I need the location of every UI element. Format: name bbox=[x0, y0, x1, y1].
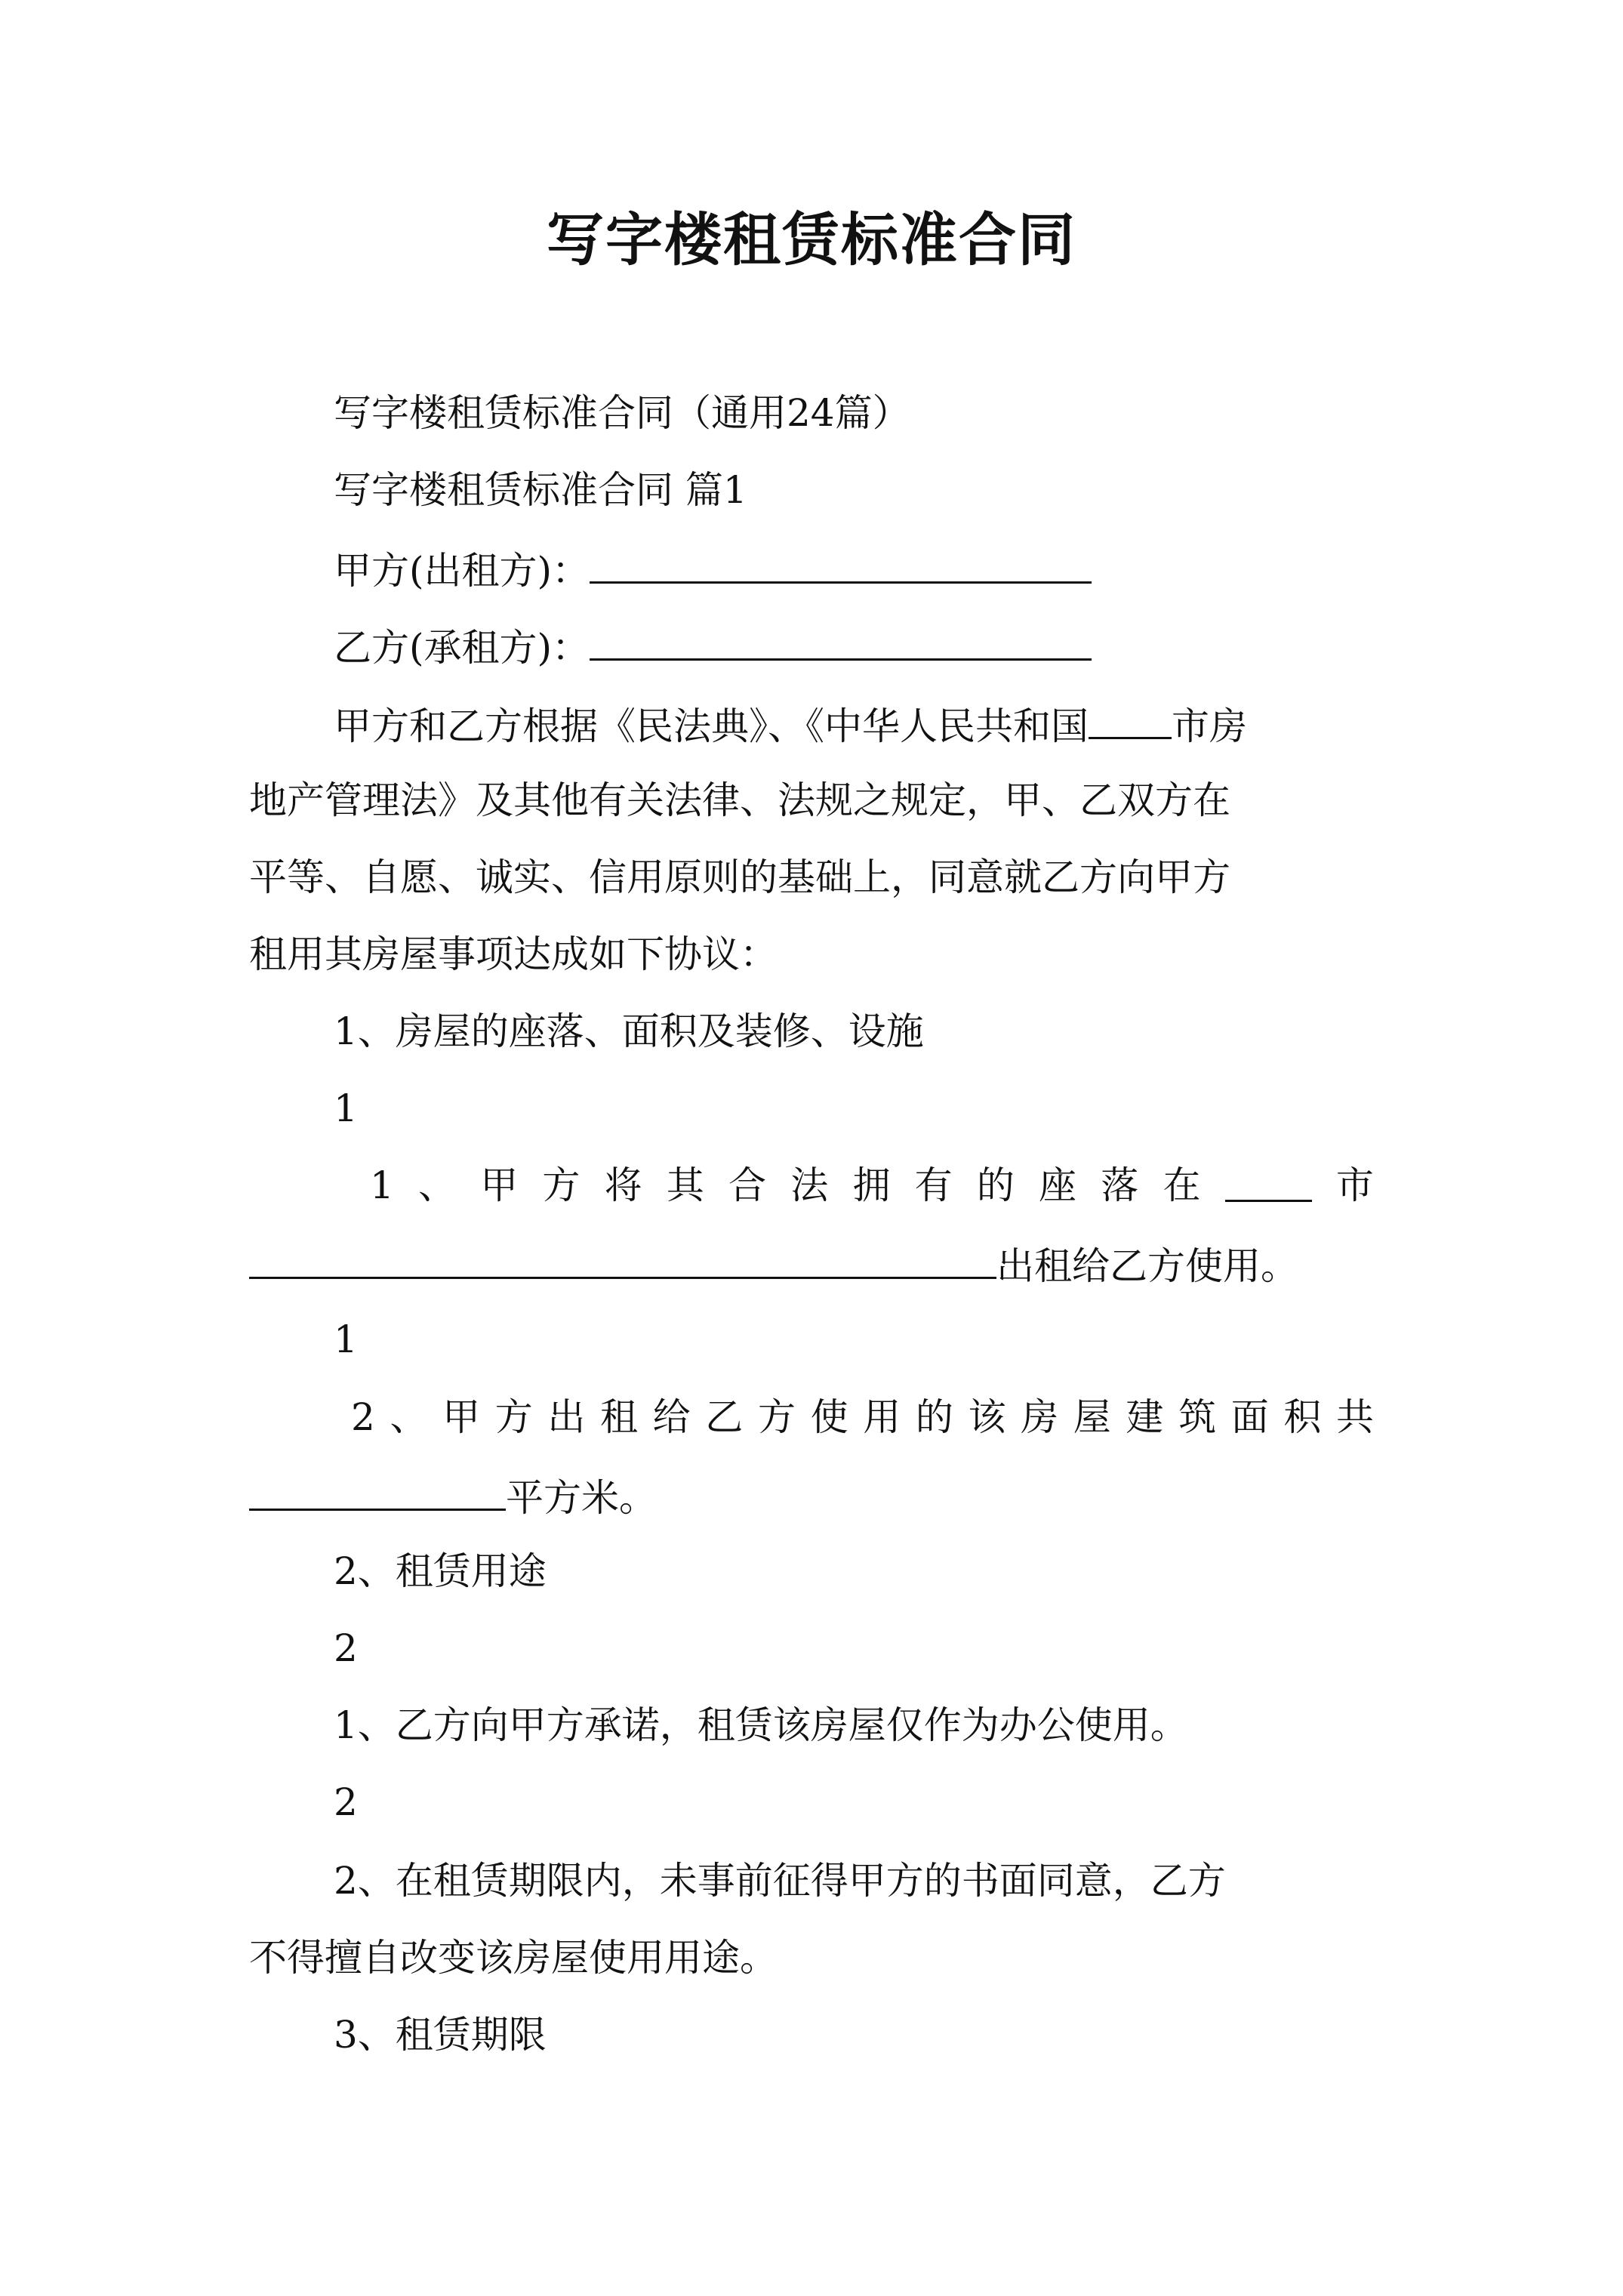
party-b-blank bbox=[590, 618, 1092, 661]
clause-1-1-char: 合 bbox=[728, 1163, 767, 1207]
intro-line-1-text: 甲方和乙方根据《民法典》、《中华人民共和国 bbox=[334, 704, 1089, 748]
clause-1-2-char: 使 bbox=[810, 1395, 848, 1439]
clause-1-1-char: 方 bbox=[542, 1163, 581, 1207]
clause-1-1-char: 的 bbox=[976, 1163, 1015, 1207]
intro-line-1-end: 市房 bbox=[1172, 704, 1247, 748]
clause-1-2-char: 方 bbox=[757, 1395, 796, 1439]
clause-2-1: 1、乙方向甲方承诺，租赁该房屋仅作为办公使用。 bbox=[334, 1703, 1188, 1747]
clause-2-number-b: 2 bbox=[334, 1780, 358, 1824]
clause-1-1-char: 有 bbox=[914, 1163, 953, 1207]
clause-1-2-char: 房 bbox=[1021, 1395, 1059, 1439]
clause-1-1-char: 座 bbox=[1039, 1163, 1077, 1207]
clause-1-1-char: 1 bbox=[370, 1163, 394, 1207]
clause-1-2-char: 甲 bbox=[442, 1395, 481, 1439]
party-a-blank bbox=[590, 541, 1092, 584]
clause-1-2-char: 出 bbox=[547, 1395, 586, 1439]
clause-1-2-char: 屋 bbox=[1073, 1395, 1111, 1439]
clause-1-1-char: 落 bbox=[1101, 1163, 1139, 1207]
clause-1-2-char: 用 bbox=[863, 1395, 901, 1439]
intro-line-2: 地产管理法》及其他有关法律、法规之规定，甲、乙双方在 bbox=[249, 778, 1230, 822]
clause-1-1-char: 将 bbox=[604, 1163, 642, 1207]
intro-line-1 bbox=[334, 696, 1247, 753]
party-b-label: 乙方(承租方)： bbox=[334, 626, 590, 670]
clause-1-1-char: 其 bbox=[666, 1163, 704, 1207]
clause-1-2-char: 租 bbox=[600, 1395, 639, 1439]
clause-2-heading: 2、租赁用途 bbox=[334, 1549, 547, 1593]
clause-1-1-end: 出租给乙方使用。 bbox=[996, 1244, 1298, 1288]
clause-1-2-char: 2 bbox=[351, 1395, 375, 1439]
clause-1-2-line-2 bbox=[249, 1468, 657, 1524]
intro-line-3: 平等、自愿、诚实、信用原则的基础上，同意就乙方向甲方 bbox=[249, 855, 1230, 899]
clause-1-2-char: 筑 bbox=[1178, 1395, 1217, 1439]
clause-1-2-char: 、 bbox=[390, 1395, 428, 1439]
clause-1-1-address-blank bbox=[249, 1236, 996, 1279]
section-title: 写字楼租赁标准合同 篇1 bbox=[334, 468, 747, 512]
clause-1-2-char: 共 bbox=[1335, 1395, 1374, 1439]
city-blank bbox=[1089, 696, 1172, 739]
clause-1-1-char: 甲 bbox=[480, 1163, 519, 1207]
party-a-line bbox=[334, 541, 1092, 597]
clause-1-number-a: 1 bbox=[334, 1086, 358, 1130]
clause-1-2-line-1 bbox=[249, 1391, 1374, 1444]
party-b-line bbox=[334, 618, 1092, 674]
intro-line-4: 租用其房屋事项达成如下协议： bbox=[249, 932, 778, 976]
clause-1-heading: 1、房屋的座落、面积及装修、设施 bbox=[334, 1009, 924, 1053]
document-subtitle: 写字楼租赁标准合同（通用24篇） bbox=[334, 391, 910, 435]
clause-1-2-end: 平方米。 bbox=[506, 1476, 657, 1520]
clause-1-1-city: 市 bbox=[1335, 1163, 1374, 1207]
clause-1-1-char: 、 bbox=[418, 1163, 457, 1207]
clause-1-2-char: 面 bbox=[1230, 1395, 1269, 1439]
clause-1-1-char: 法 bbox=[790, 1163, 829, 1207]
clause-1-1-city-blank bbox=[1225, 1159, 1312, 1202]
clause-1-2-char: 积 bbox=[1283, 1395, 1322, 1439]
party-a-label: 甲方(出租方)： bbox=[334, 549, 590, 593]
clause-3-heading: 3、租赁期限 bbox=[334, 2013, 547, 2057]
clause-1-1-char: 在 bbox=[1163, 1163, 1201, 1207]
clause-1-2-area-blank bbox=[249, 1468, 506, 1511]
clause-2-2-line-2: 不得擅自改变该房屋使用用途。 bbox=[249, 1936, 778, 1980]
clause-1-1-line-1 bbox=[249, 1159, 1374, 1212]
clause-2-number-a: 2 bbox=[334, 1626, 358, 1670]
clause-1-2-char: 该 bbox=[968, 1395, 1006, 1439]
clause-1-1-line-2 bbox=[249, 1236, 1298, 1293]
document-title: 写字楼租赁标准合同 bbox=[547, 206, 1076, 273]
clause-1-2-char: 的 bbox=[915, 1395, 953, 1439]
clause-1-2-char: 乙 bbox=[705, 1395, 744, 1439]
clause-1-number-b: 1 bbox=[334, 1318, 358, 1361]
clause-1-2-char: 建 bbox=[1126, 1395, 1164, 1439]
clause-1-2-char: 给 bbox=[652, 1395, 691, 1439]
clause-2-2-line-1: 2、在租赁期限内，未事前征得甲方的书面同意，乙方 bbox=[334, 1859, 1226, 1903]
clause-1-1-char: 拥 bbox=[852, 1163, 891, 1207]
clause-1-2-char: 方 bbox=[494, 1395, 533, 1439]
